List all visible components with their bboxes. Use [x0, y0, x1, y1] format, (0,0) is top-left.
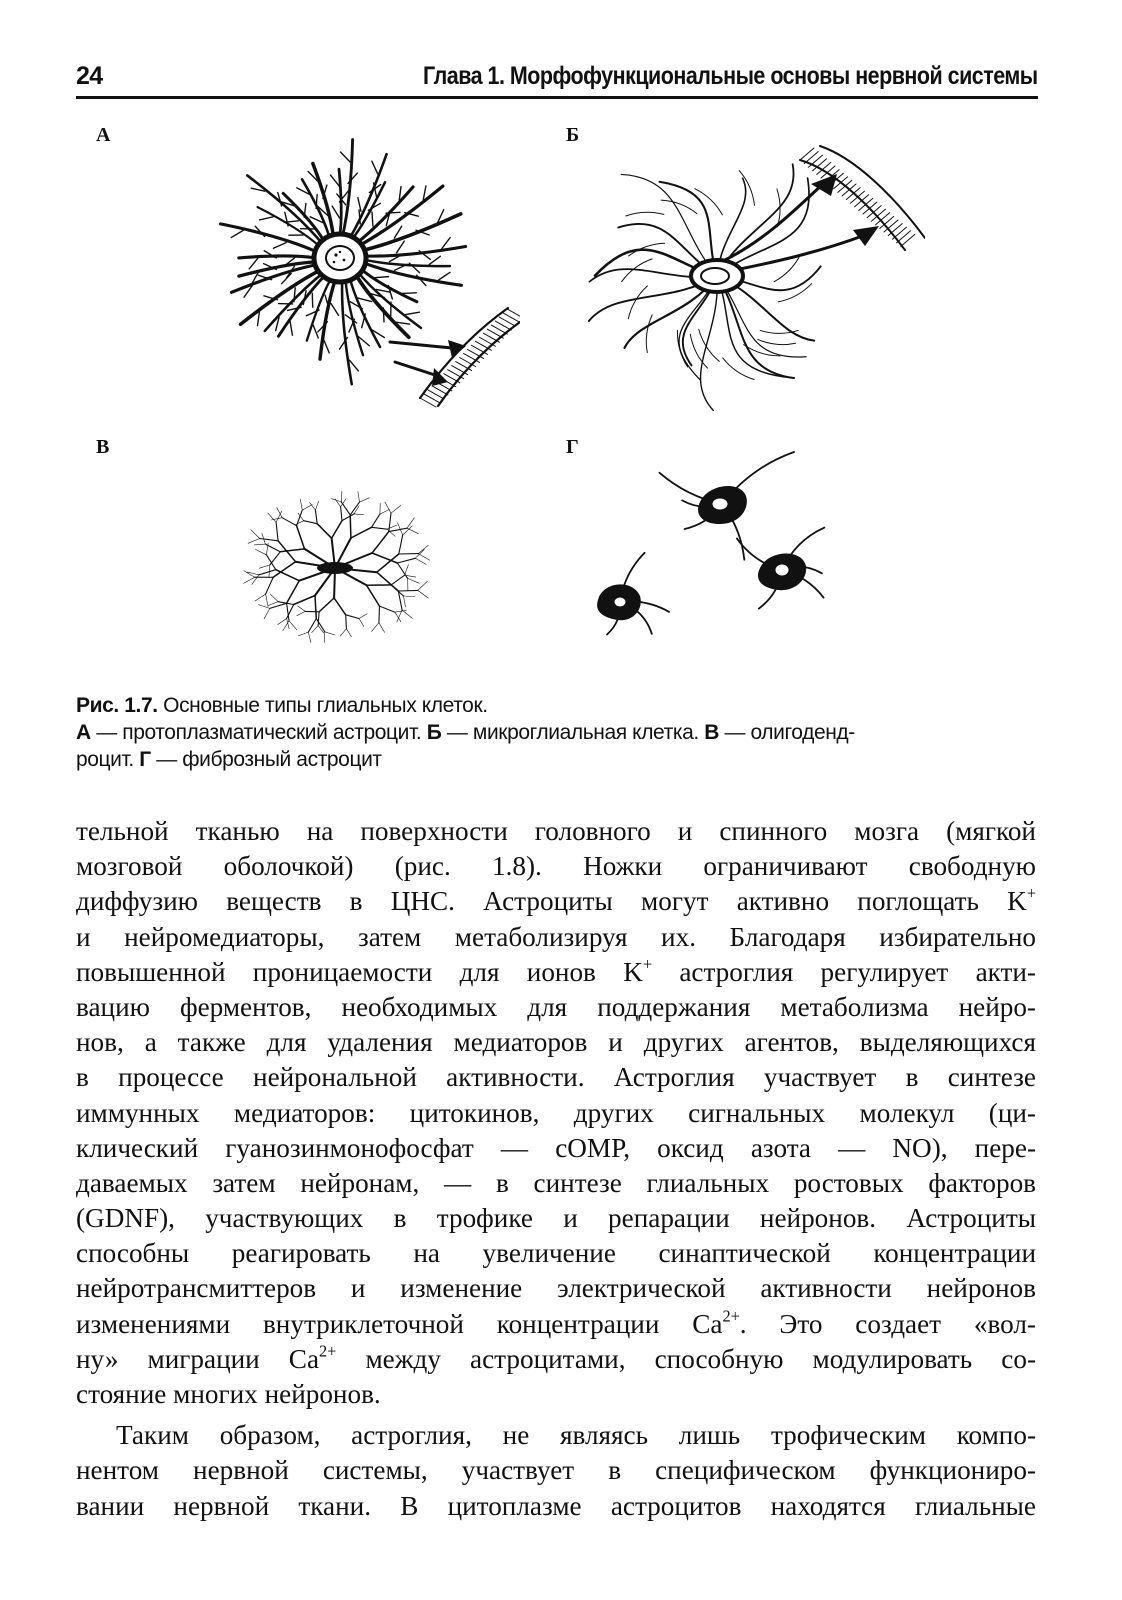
cell-process	[247, 572, 259, 575]
cell-process	[407, 528, 418, 534]
panel-label-a: А	[96, 124, 111, 146]
cell-process	[350, 154, 387, 238]
cell-process	[358, 298, 372, 302]
cell-process	[346, 629, 351, 637]
cell-process	[389, 513, 391, 531]
cell-process	[391, 505, 401, 513]
cell-process	[646, 315, 652, 353]
cell-process	[804, 152, 818, 164]
cell-process	[334, 598, 346, 615]
cell-process	[418, 554, 429, 561]
cell-process	[341, 507, 342, 521]
cell-process	[628, 286, 647, 319]
text-line: диффузию веществ в ЦНС. Астроциты могут активно поглощать K+	[76, 883, 1036, 917]
legend-text-b: — микроглиальная клетка.	[441, 721, 705, 744]
cell-process	[358, 492, 360, 503]
legend-text-a: — протоплазматический астроцит.	[90, 721, 427, 744]
cell-process	[260, 539, 278, 541]
figure-caption	[76, 692, 1036, 773]
cell-process	[397, 241, 405, 253]
cell-process	[287, 581, 300, 604]
cell-process	[359, 614, 367, 619]
cell-process	[372, 527, 388, 529]
cell-process	[364, 246, 466, 256]
text-line: вацию ферментов, необходимых для поддержания метаболизма нейро-	[76, 991, 1036, 1022]
cell-process	[367, 585, 380, 606]
cell-process	[350, 515, 351, 538]
legend-key-a: А	[76, 721, 91, 744]
caption-number: Рис. 1.7.	[76, 694, 158, 717]
cell-process	[380, 606, 396, 612]
cell-process	[758, 339, 796, 344]
text-line: нов, а также для удаления медиаторов и других агентов, выделяющихся	[76, 1027, 1036, 1058]
cell-process	[404, 596, 406, 607]
cell-process	[317, 524, 331, 539]
caption-title-line	[76, 692, 1036, 719]
cell-process	[386, 212, 400, 213]
cell-process	[375, 277, 389, 278]
cell-process	[778, 284, 811, 302]
cell-process	[372, 212, 373, 226]
cell-process	[340, 629, 346, 636]
cell-process	[695, 189, 723, 215]
cell-process	[300, 499, 302, 510]
cell-process	[276, 570, 299, 581]
cell-process	[259, 565, 270, 568]
cell-process	[372, 161, 378, 174]
cell-process	[269, 565, 270, 576]
cell-process	[402, 293, 416, 294]
oligodendrocyte-illustration	[185, 460, 525, 660]
text-line: клический гуанозинмонофосфат — cOMP, оксид азота — NO), пере-	[76, 1132, 1036, 1163]
cell-process	[273, 243, 286, 249]
cell-process	[331, 499, 341, 502]
cell-process	[239, 256, 316, 258]
cell-process	[271, 594, 279, 601]
cell-process	[391, 575, 405, 585]
cell-process	[295, 521, 304, 525]
text-line: вании нервной ткани. В цитоплазме астроцитов находятся глиальные	[76, 1490, 1036, 1521]
panel-label-c: В	[96, 436, 110, 458]
cell-process	[418, 590, 429, 598]
caption-legend-line-1	[76, 719, 1036, 746]
cell-process	[332, 521, 342, 539]
cell-process	[363, 214, 461, 251]
text-line: ну» миграции $Ca^{2+}$ между астроцитами, способную модулировать со-	[76, 1341, 1036, 1374]
cell-process	[304, 521, 318, 524]
cell-process	[901, 234, 915, 246]
cell-process	[319, 598, 334, 612]
cell-process	[739, 171, 754, 206]
text-line: стояние многих нейронов.	[76, 1379, 381, 1409]
superscript: +	[1026, 883, 1036, 903]
cell-process	[320, 280, 335, 360]
caption-title: Основные типы глиальных клеток.	[163, 694, 488, 717]
cell-process	[379, 606, 380, 623]
cell-process	[268, 602, 278, 606]
cell-process	[343, 140, 353, 236]
cell-process	[888, 224, 902, 236]
cell-process	[270, 552, 280, 565]
cell-process	[280, 549, 304, 552]
cell-process	[372, 532, 389, 553]
cell-process	[312, 626, 318, 633]
cell-process	[415, 558, 426, 564]
cell-process	[341, 491, 342, 502]
cell-process	[294, 596, 315, 605]
cell-process	[397, 558, 415, 563]
superscript: +	[642, 954, 653, 974]
text-line: нейротрансмиттеров и изменение электрической активности нейронов	[76, 1273, 1036, 1304]
cell-process	[266, 555, 275, 570]
cell-process	[325, 632, 335, 635]
cell-process	[266, 577, 274, 594]
cell-process	[315, 501, 318, 510]
legend-text-d: — фиброзный астроцит	[150, 748, 382, 771]
superscript: 2+	[722, 1306, 740, 1326]
cell-process	[308, 632, 311, 642]
superscript: 2+	[319, 1341, 337, 1361]
cell-process	[408, 578, 420, 583]
caption-legend-line-2	[76, 746, 1036, 773]
cell-process	[264, 608, 270, 619]
cell-process	[701, 276, 718, 411]
cell-process	[385, 502, 391, 513]
cell-process	[376, 289, 390, 292]
running-header	[76, 58, 1038, 98]
text-line: Таким образом, астроглия, не являясь лишь трофическим компо-	[116, 1420, 1036, 1451]
cell-process	[254, 544, 265, 545]
cell-process	[405, 565, 409, 576]
cell-process	[346, 615, 347, 629]
protoplasmic-astrocyte-illustration	[190, 130, 520, 410]
cell-process	[316, 619, 325, 632]
cell-process	[360, 498, 370, 502]
cell-process	[302, 505, 312, 511]
cell-process	[258, 312, 260, 326]
cell-process	[297, 611, 305, 615]
cell-process	[341, 502, 350, 515]
cell-process	[358, 198, 361, 212]
cell-process	[283, 621, 289, 631]
cell-process	[315, 510, 317, 524]
legend-text-c-end: роцит.	[76, 748, 140, 771]
cell-process	[402, 610, 412, 618]
legend-key-b: Б	[426, 721, 442, 744]
text-line: и нейромедиаторы, затем метаболизируя их. Благодаря избирательно	[76, 921, 1036, 952]
cell-process	[399, 187, 401, 201]
cell-process	[407, 518, 414, 528]
cell-process	[278, 619, 287, 625]
cell-process	[297, 526, 305, 549]
cell-process	[406, 312, 420, 314]
cell-process	[276, 522, 278, 540]
cell-process	[249, 258, 258, 269]
text-line: тельной тканью на поверхности головного и спинного мозга (мягкой	[76, 816, 1036, 846]
blood-vessel	[420, 308, 520, 407]
cell-process	[315, 596, 316, 619]
cell-process	[260, 217, 274, 220]
text-line: мозговой оболочкой) (рис. 1.8). Ножки ограничивают свободную	[76, 851, 1036, 882]
legend-key-c: В	[704, 721, 720, 744]
fibrous-astrocyte-illustration	[590, 450, 850, 660]
panel-label-b: Б	[566, 124, 580, 146]
cell-process	[324, 340, 329, 353]
cell-process	[399, 535, 403, 554]
cell-process	[379, 623, 385, 633]
chapter-title: Глава 1. Морфофункциональные основы нервной системы	[423, 62, 1038, 90]
text-line: повышенной проницаемости для ионов K+ астроглия регулирует акти-	[76, 954, 1036, 987]
cell-process	[255, 594, 266, 601]
text-line: изменениями внутриклеточной концентрации $Ca^{2+}$. Это создает «вол-	[76, 1306, 1036, 1339]
cell-process	[298, 606, 306, 612]
cell-process	[892, 227, 906, 239]
cell-process	[241, 270, 320, 324]
cell-process	[310, 503, 316, 510]
header-rule	[76, 96, 1038, 99]
text-line: даваемых затем нейронам, — в синтезе глиальных ростовых факторов	[76, 1167, 1036, 1198]
panel-label-d: Г	[566, 436, 579, 458]
cell-process	[438, 272, 450, 280]
cell-process	[389, 528, 407, 531]
cell-process	[278, 602, 294, 605]
cell-process	[395, 612, 401, 622]
cell-process	[244, 571, 255, 578]
cell-process	[251, 530, 260, 539]
cell-process	[231, 230, 243, 237]
cell-process	[383, 308, 384, 322]
text-line: нентом нервной системы, участвует в специфическом функциониро-	[76, 1455, 1036, 1486]
cell-process	[308, 619, 316, 633]
cell-process	[800, 148, 814, 160]
cell-process	[897, 231, 911, 243]
cell-process	[387, 525, 397, 529]
cell-process	[442, 238, 450, 249]
text-line: в процессе нейрональной активности. Астроглия участвует в синтезе	[76, 1062, 1036, 1093]
cell-process	[289, 621, 297, 630]
cell-process	[429, 256, 440, 264]
cell-process	[418, 545, 428, 553]
cell-process	[282, 518, 297, 526]
cell-process	[404, 596, 415, 597]
cell-process	[298, 632, 308, 636]
cell-process	[346, 615, 359, 619]
text-line: (GDNF), участвующих в трофике и репарации нейронов. Астроциты	[76, 1203, 1036, 1234]
text-line: способны реагировать на увеличение синаптической концентрации	[76, 1238, 1036, 1269]
cell-process	[380, 509, 390, 514]
cell-process	[256, 550, 267, 555]
cell-process	[248, 539, 260, 544]
cell-process	[332, 206, 339, 218]
cell-process	[354, 514, 363, 515]
cell-process	[723, 358, 754, 379]
legend-text-c: — олигоденд-	[719, 721, 855, 744]
legend-key-d: Г	[139, 748, 151, 771]
cell-process	[626, 212, 664, 216]
cell-process	[372, 514, 380, 527]
cell-process	[359, 619, 364, 627]
cell-process	[268, 513, 276, 523]
cell-process	[340, 152, 350, 162]
cell-process	[331, 304, 339, 316]
cell-process	[394, 226, 401, 238]
cell-process	[290, 321, 292, 335]
page-number: 24	[76, 62, 103, 90]
cell-process	[276, 511, 282, 522]
cell-process	[342, 514, 354, 521]
cell-process	[423, 186, 426, 200]
cell-process	[418, 581, 428, 590]
cell-process	[266, 594, 268, 606]
cell-process	[372, 623, 379, 632]
body-text	[76, 814, 1036, 1524]
cell-process	[330, 175, 339, 186]
microglial-cell-illustration	[575, 140, 925, 420]
cell-process	[351, 527, 372, 538]
cell-process	[350, 360, 359, 371]
cell-process	[259, 570, 276, 575]
text-line: иммунных медиаторов: цитокинов, других сигнальных молекул (ци-	[76, 1097, 1036, 1128]
